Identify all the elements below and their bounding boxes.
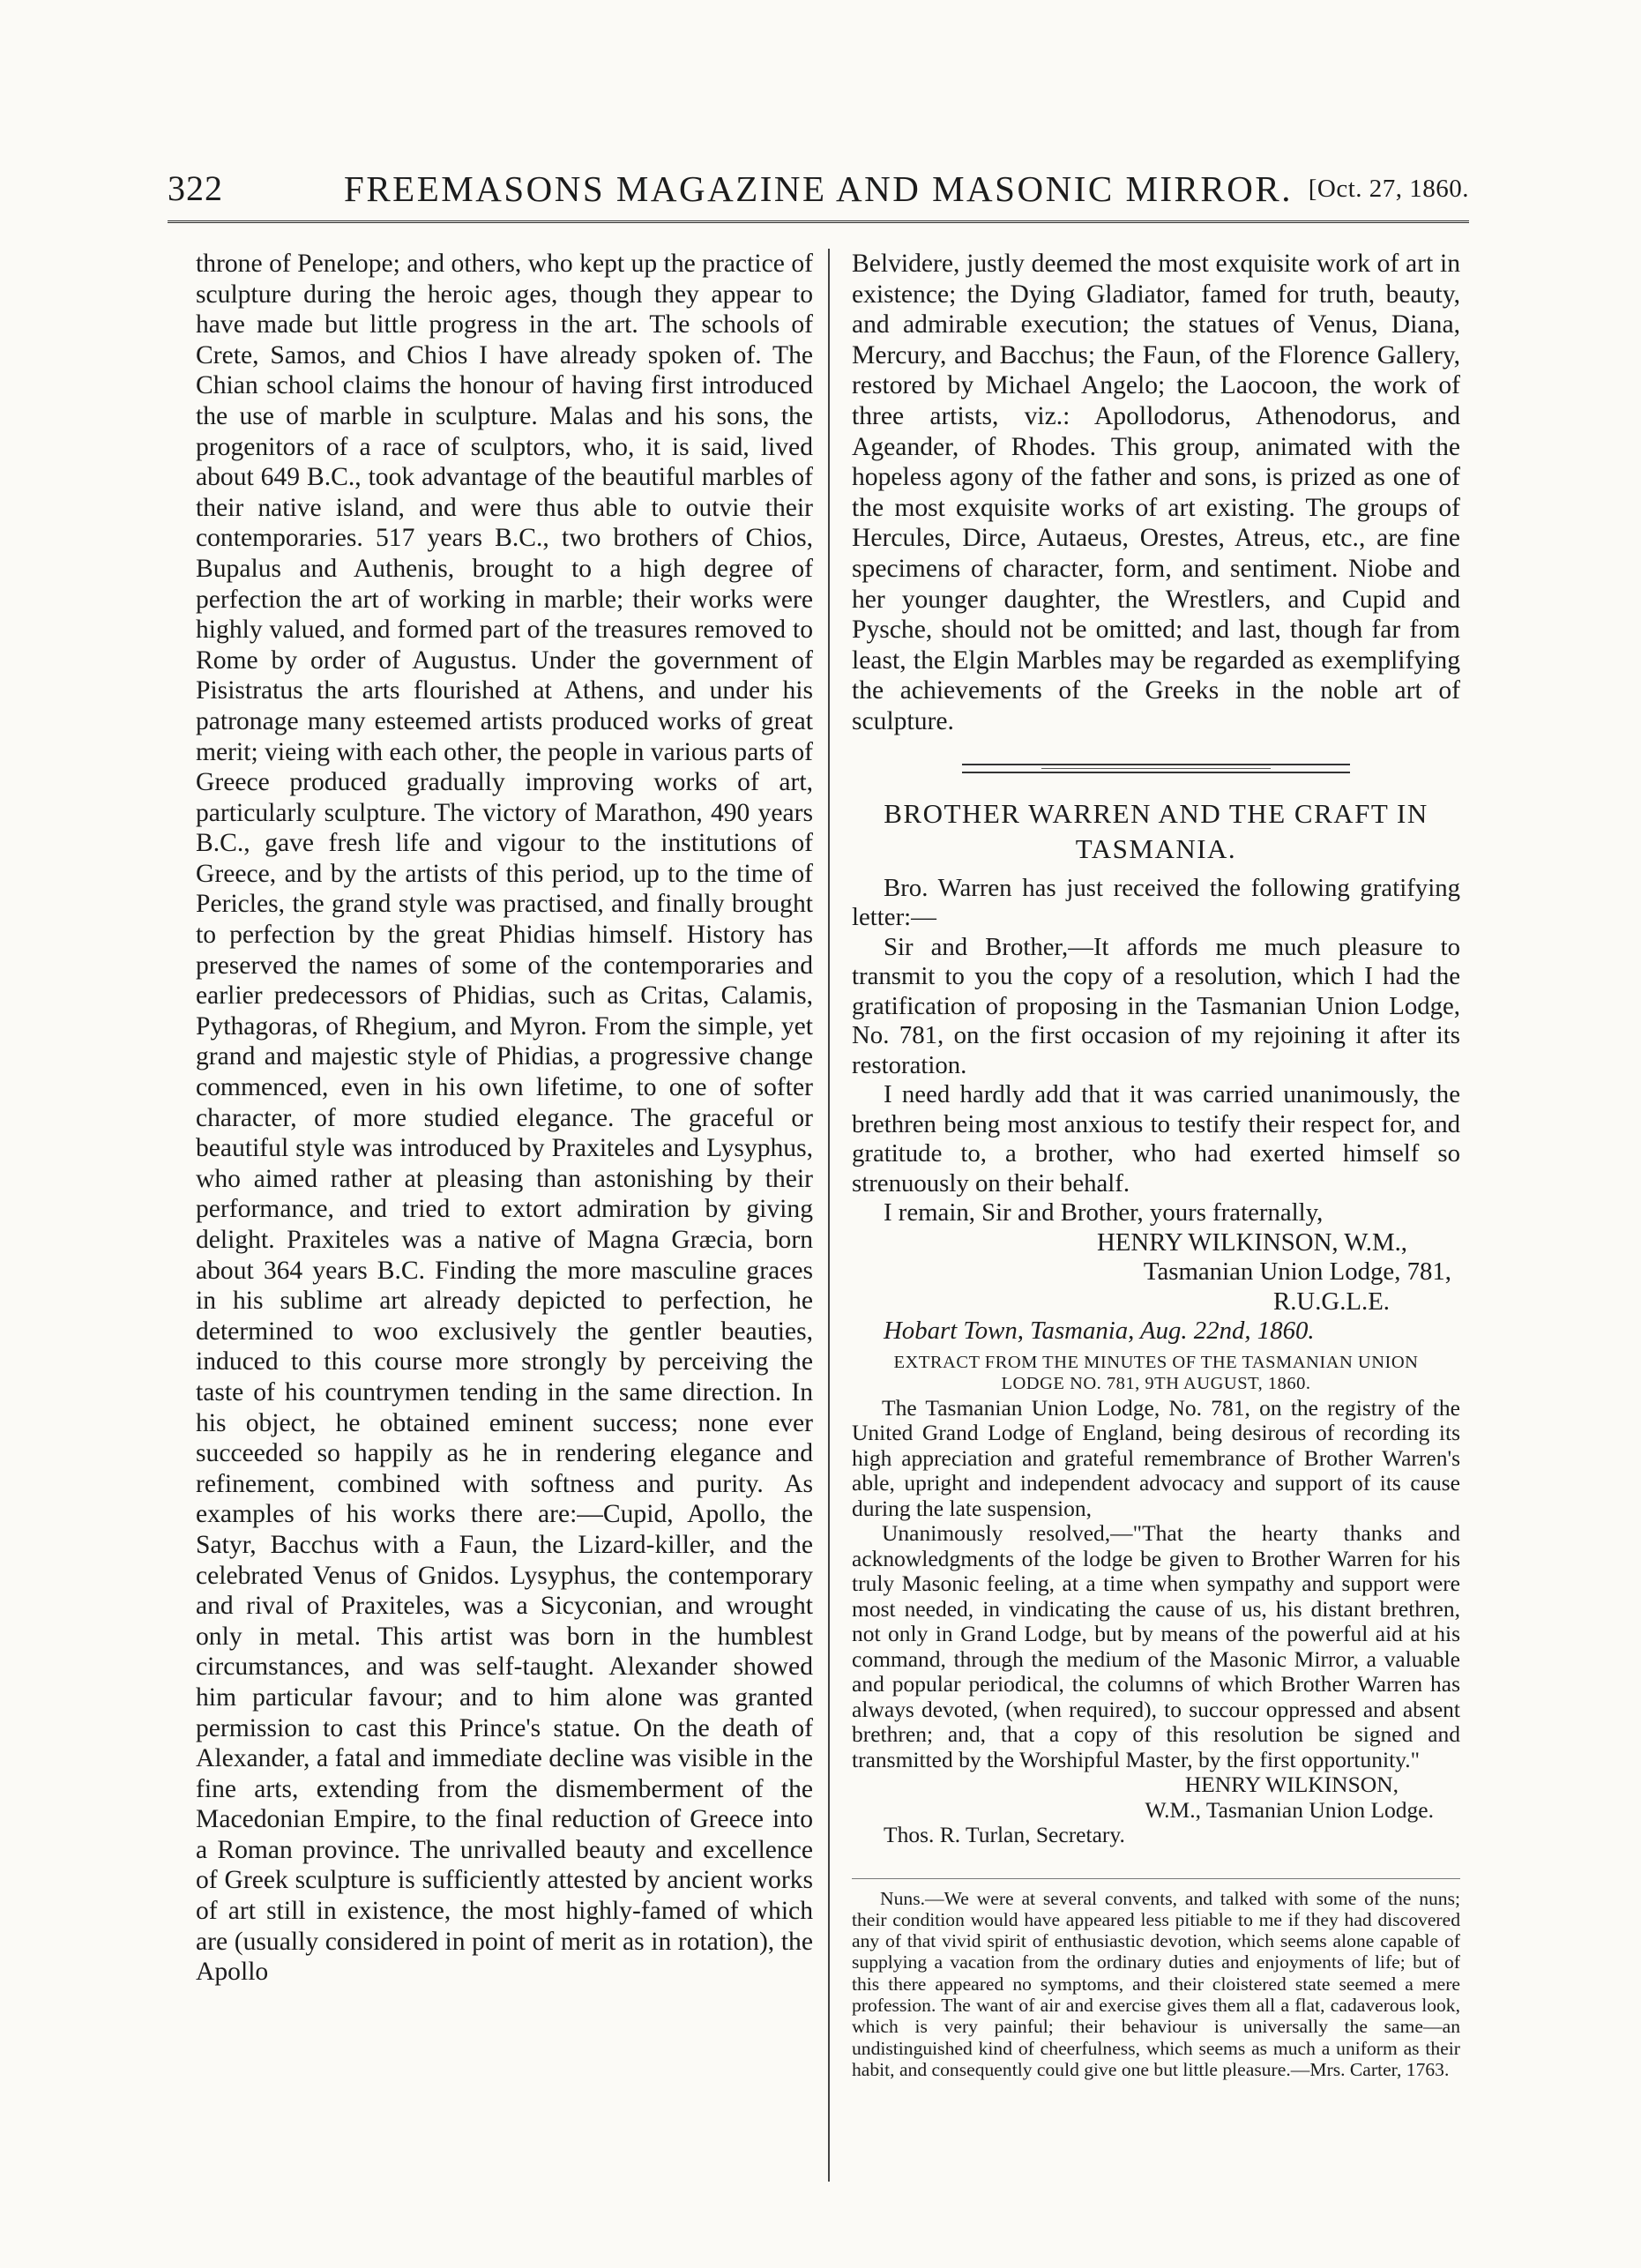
extract-paragraph-2: Unanimously resolved,—"That the hearty thanks and acknowledgments of the lodge be given to Brother Warren for his truly Masonic feeling, at a time when sympathy and support were most needed, in vindicating the cause of us, his distant brethren, not only in Grand Lodge, but by means of the powerful aid at his command, through the medium of the Masonic Mirror, a valuable and popular periodical, the columns of which Brother Warren has always devoted, (when required), to succour oppressed and absent brethren; and, that a copy of this resolution be signed and transmitted by the Worshipful Master, by the first opportunity.": [852, 1520, 1460, 1772]
section-ornament-rule: [962, 764, 1350, 773]
extract-signature-title: W.M., Tasmanian Union Lodge.: [1145, 1796, 1434, 1823]
secretary-line: Thos. R. Turlan, Secretary.: [884, 1822, 1125, 1847]
letter-closing: I remain, Sir and Brother, yours fraternally,: [884, 1198, 1324, 1227]
lodge-minutes-extract: [852, 1396, 1460, 1848]
extract-heading-line-2: LODGE NO. 781, 9TH AUGUST, 1860.: [1001, 1373, 1311, 1393]
issue-date: [Oct. 27, 1860.: [1308, 175, 1469, 203]
extract-heading-line-1: EXTRACT FROM THE MINUTES OF THE TASMANIAN UNION: [893, 1352, 1419, 1372]
extract-paragraph-1: The Tasmanian Union Lodge, No. 781, on the registry of the United Grand Lodge of England, being desirous of recording its high appreciation and grateful remembrance of Brother Warren's able, upright and independent advocacy and support of its cause during the late suspension,: [852, 1394, 1460, 1521]
letter-signature-grand-lodge: R.U.G.L.E.: [1273, 1287, 1390, 1316]
column-divider: [828, 249, 830, 2182]
letter-place-date: Hobart Town, Tasmania, Aug. 22nd, 1860.: [884, 1317, 1315, 1345]
sculpture-article-text: throne of Penelope; and others, who kept up the practice of sculpture during the heroic ages, though they appear to have made but little progress in the art. The schools of Crete, Samos, and Chios I have already spoken of. The Chian school claims the honour of having first introduced the use of marble in sculpture. Malas and his sons, the progenitors of a race of sculptors, who, it is said, lived about 649 B.C., took advantage of the beautiful marbles of their native island, and were thus able to outvie their contemporaries. 517 years B.C., two brothers of Chios, Bupalus and Authenis, brought to a high degree of perfection the art of working in marble; their works were highly valued, and formed part of the treasures removed to Rome by order of Augustus. Under the government of Pisistratus the arts flourished at Athens, and under his patronage many esteemed artists produced works of great merit; vieing with each other, the people in various parts of Greece produced gradually improving works of art, particularly sculpture. The victory of Marathon, 490 years B.C., gave fresh life and vigour to the institutions of Greece, and by the artists of this period, up to the time of Pericles, the grand style was practised, and finally brought to perfection by the great Phidias himself. History has preserved the names of some of the contemporaries and earlier predecessors of Phidias, such as Critas, Calamis, Pythagoras, of Rhegium, and Myron. From the simple, yet grand and majestic style of Phidias, a progressive change commenced, even in his own lifetime, to one of softer character, of more studied elegance. The graceful or beautiful style was introduced by Praxiteles and Lysyphus, who aimed rather at pleasing than astonishing by their performance, and tried to extort admiration by giving delight. Praxiteles was a native of Magna Græcia, born about 364 years B.C. Finding the more masculine graces in his sublime art already depicted to perfection, he determined to woo exclusively the gentler beauties, induced to this course more strongly by perceiving the taste of his countrymen tending in the same direction. In his object, he obtained eminent success; none ever succeeded so happily as he in rendering elegance and refinement, combined with softness and purity. As examples of his works there are:—Cupid, Apollo, the Satyr, Bacchus with a Faun, the Lizard-killer, and the celebrated Venus of Gnidos. Lysyphus, the contemporary and rival of Praxiteles, was a Sicyconian, and wrought only in metal. This artist was born in the humblest circumstances, and was self-taught. Alexander showed him particular favour; and to him alone was granted permission to cast this Prince's statue. On the death of Alexander, a fatal and immediate decline was visible in the fine arts, extending from the dismemberment of the Macedonian Empire, to the final reduction of Greece into a Roman province. The unrivalled beauty and excellence of Greek sculpture is sufficiently attested by ancient works of art still in existence, the most highly-famed of which are (usually considered in point of merit as in rotation), the Apollo: [196, 250, 813, 1987]
article-title-line-1: BROTHER WARREN AND THE CRAFT IN: [884, 797, 1428, 829]
right-column: [852, 249, 1460, 2080]
page-header: [168, 168, 1469, 220]
letter-signature-name: HENRY WILKINSON, W.M.,: [1097, 1227, 1407, 1257]
extract-signature-name: HENRY WILKINSON,: [1184, 1772, 1399, 1797]
article-intro: Bro. Warren has just received the following gratifying letter:—: [852, 873, 1460, 931]
tasmania-article-body: [852, 874, 1460, 1347]
nuns-note: [852, 1878, 1460, 2081]
masthead-title: FREEMASONS MAGAZINE AND MASONIC MIRROR.: [344, 168, 1293, 209]
letter-paragraph-2: I need hardly add that it was carried unanimously, the brethren being most anxious to testify their respect for, and gratitude to, a brother, who had exerted himself so strenuously on their behalf.: [852, 1080, 1460, 1197]
letter-paragraph-1: Sir and Brother,—It affords me much pleasure to transmit to you the copy of a resolution, which I had the gratification of proposing in the Tasmanian Union Lodge, No. 781, on the first occasion of my rejoining it after its restoration.: [852, 932, 1460, 1079]
extract-heading: [852, 1352, 1460, 1394]
page-number: 322: [168, 168, 223, 208]
sculpture-article-continuation: Belvidere, justly deemed the most exquisite work of art in existence; the Dying Gladiator, famed for truth, beauty, and admirable execution; the statues of Venus, Diana, Mercury, and Bacchus; the Faun, of the Florence Gallery, restored by Michael Angelo; the Laocoon, the work of three artists, viz.: Apollodorus, Athenodorus, and Ageander, of Rhodes. This group, animated with the hopeless agony of the father and sons, is prized as one of the most exquisite works of art existing. The groups of Hercules, Dirce, Autaeus, Orestes, Atreus, etc., are fine specimens of character, form, and sentiment. Niobe and her younger daughter, the Wrestlers, and Cupid and Pysche, should not be omitted; and last, though far from least, the Elgin Marbles may be regarded as exemplifying the achievements of the Greeks in the noble art of sculpture.: [852, 250, 1460, 735]
article-title-line-2: TASMANIA.: [1075, 832, 1237, 864]
nuns-note-text: Nuns.—We were at several convents, and talked with some of the nuns; their condition would have appeared less pitiable to me if they had discovered any of that vivid spirit of enthusiastic devotion, which seems alone capable of supplying a vacation from the ordinary duties and enjoyments of life; but of this there appeared no symptoms, and their cloistered state seemed a mere profession. The want of air and exercise gives them all a flat, cadaverous look, which is very painful; their behaviour is universally the same—an undistinguished kind of cheerfulness, which seems as much a uniform as their habit, and consequently could give one but little pleasure.—Mrs. Carter, 1763.: [852, 1887, 1460, 2080]
article-title: [852, 796, 1460, 867]
left-column: [196, 249, 813, 1988]
letter-signature-lodge: Tasmanian Union Lodge, 781,: [1143, 1257, 1451, 1286]
header-rule: [168, 220, 1469, 225]
